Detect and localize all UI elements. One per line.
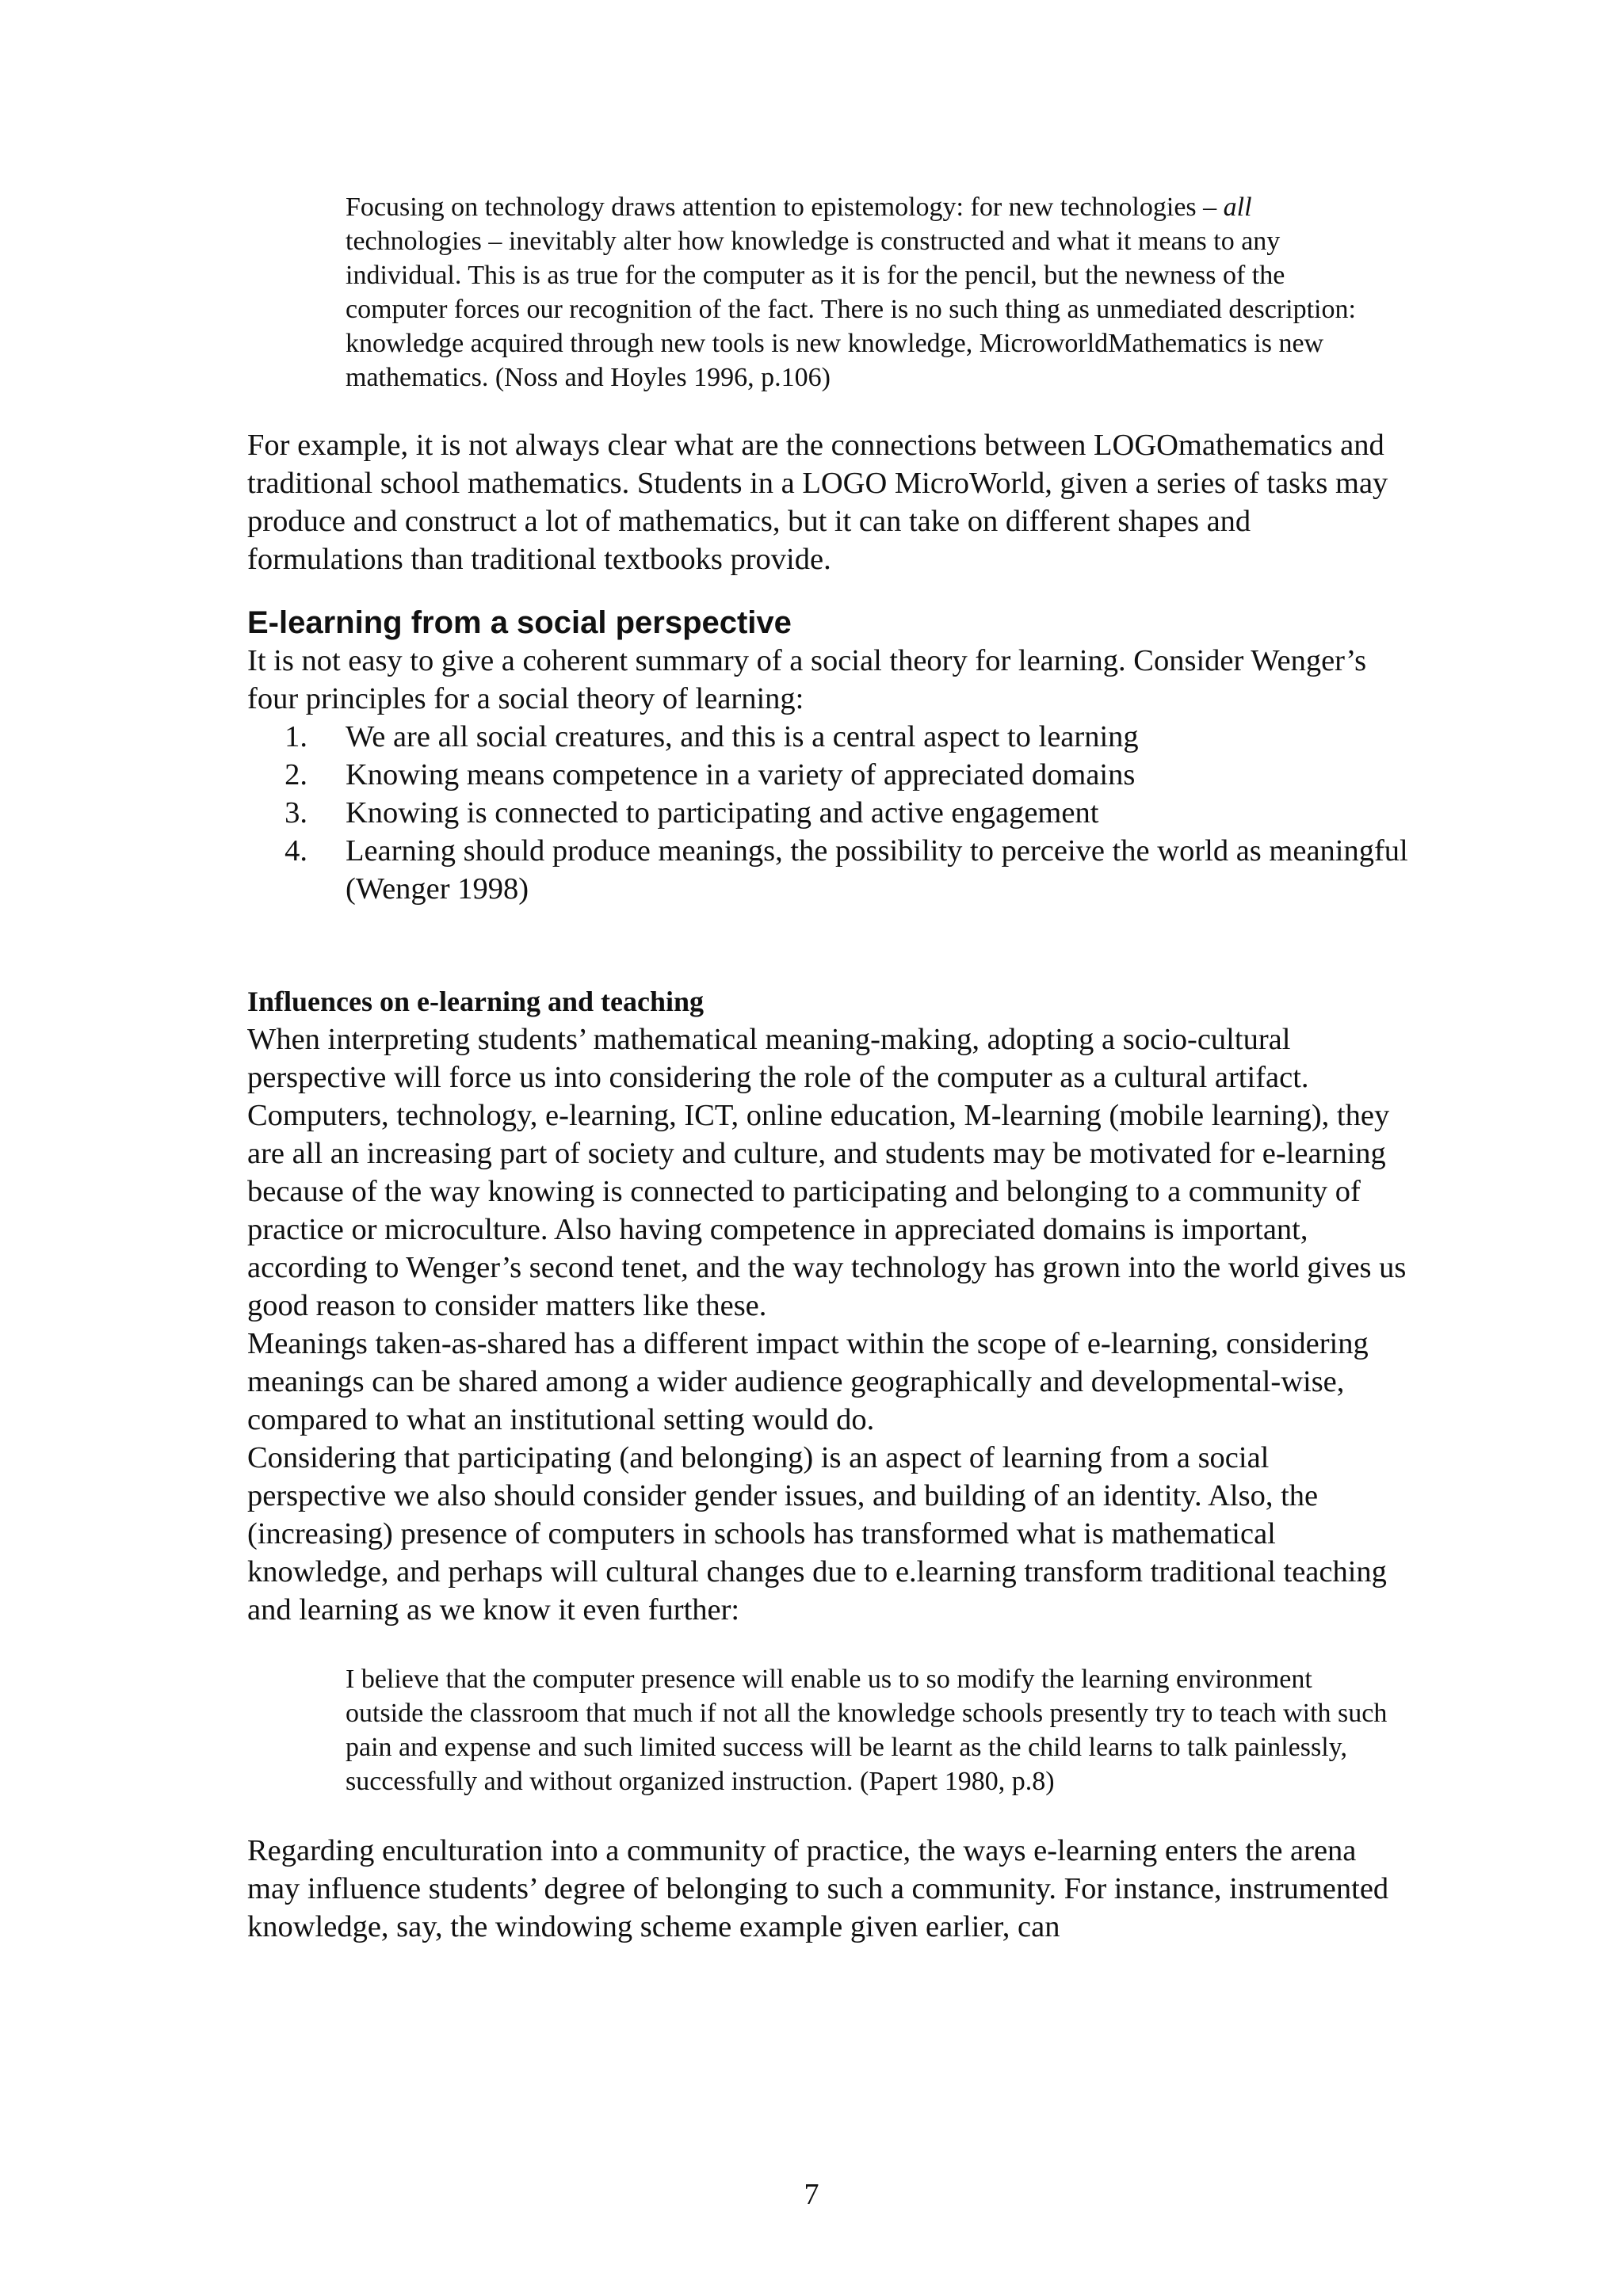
paragraph-meanings-shared: Meanings taken-as-shared has a different impact within the scope of e-learning, considering meanings can be shared among a wider audience geographically and developmental-wise, compared to what an institutional setting would do.	[247, 1327, 1369, 1436]
quote-text-start: Focusing on technology draws attention to epistemology: for new technologies –	[346, 193, 1224, 222]
list-item-text: Knowing means competence in a variety of appreciated domains	[346, 758, 1136, 791]
quote-text: I believe that the computer presence will enable us to so modify the learning environment outside the classroom that much if not all the knowledge schools presently try to teach with such pain and expense and such limited success will be learnt as the child learns to talk painlessly, successfully and without organized instruction. (Papert 1980, p.8)	[346, 1665, 1388, 1796]
list-item	[247, 794, 1412, 832]
section-heading: E-learning from a social perspective	[247, 605, 792, 640]
block-quote-noss-hoyles	[346, 190, 1388, 395]
quote-text-rest: technologies – inevitably alter how knowledge is constructed and what it means to any individual. This is as true for the computer as it is for the pencil, but the newness of the computer forces our recognition of the fact. There is no such thing as unmediated description: knowledge acquired through new tools is new knowledge, MicroworldMathematics is new mathematics. (Noss and Hoyles 1996, p.106)	[346, 227, 1356, 392]
text-column	[247, 190, 1412, 1946]
list-item	[247, 718, 1412, 756]
quote-emphasis: all	[1223, 193, 1252, 222]
list-number: 3.	[285, 796, 307, 830]
list-number: 2.	[285, 758, 307, 791]
list-item	[247, 756, 1412, 794]
list-item-text: We are all social creatures, and this is a central aspect to learning	[346, 720, 1139, 753]
paragraph-enculturation: Regarding enculturation into a community of practice, the ways e-learning enters the arena may influence students’ degree of belonging to such a community. For instance, instrumented knowledge, say, the windowing scheme example given earlier, can	[247, 1834, 1389, 1943]
paragraph-participating: Considering that participating (and belonging) is an aspect of learning from a social perspective we also should consider gender issues, and building of an identity. Also, the (increasing) presence of computers in schools has transformed what is mathematical knowledge, and perhaps will cultural changes due to e.learning transform traditional teaching and learning as we know it even further:	[247, 1441, 1387, 1627]
list-number: 4.	[285, 834, 307, 868]
wenger-principles-list	[247, 718, 1412, 908]
paragraph-wenger-intro: It is not easy to give a coherent summary of a social theory for learning. Consider Wenger’s four principles for a social theory of learning:	[247, 644, 1367, 715]
paragraph-logo-example: For example, it is not always clear what are the connections between LOGOmathematics and traditional school mathematics. Students in a LOGO MicroWorld, given a series of tasks may produce and construct a lot of mathematics, but it can take on different shapes and formulations than traditional textbooks provide.	[247, 429, 1388, 576]
list-item	[247, 832, 1412, 908]
list-item-text: Learning should produce meanings, the possibility to perceive the world as meaningful (Wenger 1998)	[346, 834, 1408, 906]
block-quote-papert	[346, 1662, 1388, 1798]
quote-text	[346, 190, 1388, 395]
list-number: 1.	[285, 720, 307, 753]
list-item-text: Knowing is connected to participating and active engagement	[346, 796, 1099, 830]
page-number: 7	[804, 2178, 819, 2211]
paragraph-socio-cultural: When interpreting students’ mathematical meaning-making, adopting a socio-cultural perspective will force us into considering the role of the computer as a cultural artifact. Computers, technology, e-learning, ICT, online education, M-learning (mobile learning), they are all an increasing part of society and culture, and students may be motivated for e-learning because of the way knowing is connected to participating and belonging to a community of practice or microculture. Also having competence in appreciated domains is important, according to Wenger’s second tenet, and the way technology has grown into the world gives us good reason to consider matters like these.	[247, 1023, 1407, 1322]
subheading-influences: Influences on e-learning and teaching	[247, 986, 705, 1017]
